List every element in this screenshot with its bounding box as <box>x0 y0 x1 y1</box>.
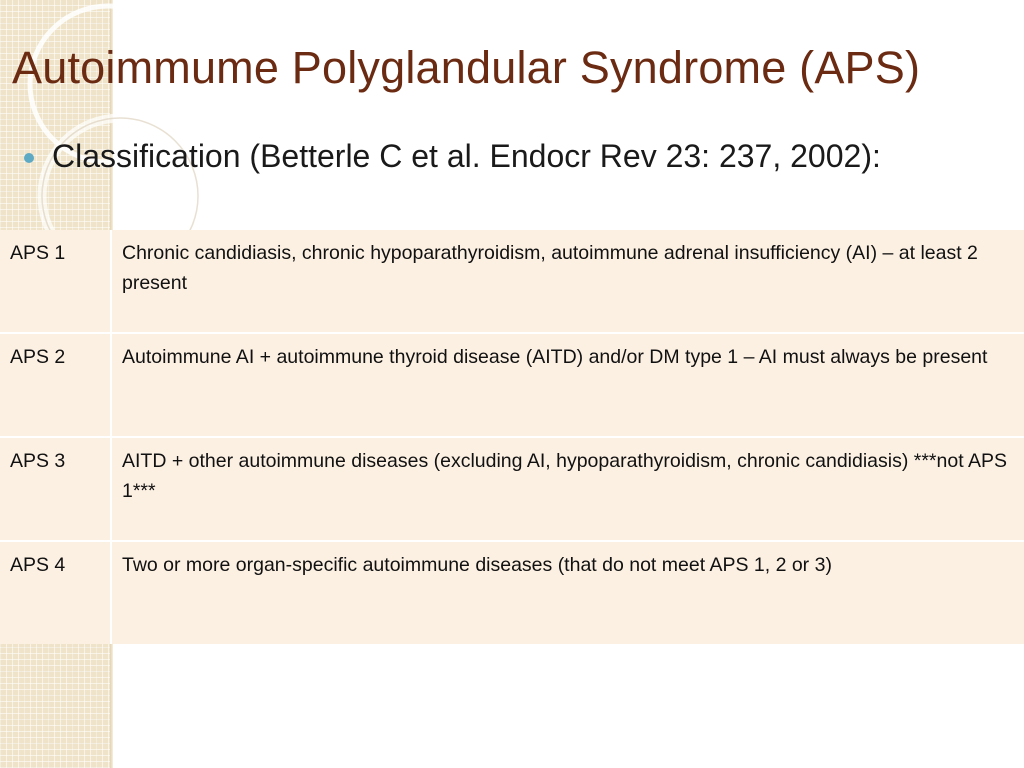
bullet-item <box>24 138 881 175</box>
table-row <box>0 230 1024 333</box>
bullet-text: Classification (Betterle C et al. Endocr Rev 23: 237, 2002): <box>52 138 881 174</box>
aps-description-cell: Autoimmune AI + autoimmune thyroid disease (AITD) and/or DM type 1 – AI must always be present <box>111 333 1024 437</box>
table-row <box>0 437 1024 541</box>
table-row <box>0 541 1024 644</box>
classification-table <box>0 230 1024 644</box>
aps-name-cell: APS 3 <box>0 437 111 541</box>
aps-name-cell: APS 1 <box>0 230 111 333</box>
aps-description-cell: AITD + other autoimmune diseases (excluding AI, hypoparathyroidism, chronic candidiasis) ***not APS 1*** <box>111 437 1024 541</box>
bullet-icon <box>24 153 34 163</box>
aps-name-cell: APS 4 <box>0 541 111 644</box>
aps-description-cell: Chronic candidiasis, chronic hypoparathyroidism, autoimmune adrenal insufficiency (AI) – at least 2 present <box>111 230 1024 333</box>
aps-description-cell: Two or more organ-specific autoimmune diseases (that do not meet APS 1, 2 or 3) <box>111 541 1024 644</box>
slide-title: Autoimmume Polyglandular Syndrome (APS) <box>12 42 921 93</box>
aps-name-cell: APS 2 <box>0 333 111 437</box>
table-row <box>0 333 1024 437</box>
